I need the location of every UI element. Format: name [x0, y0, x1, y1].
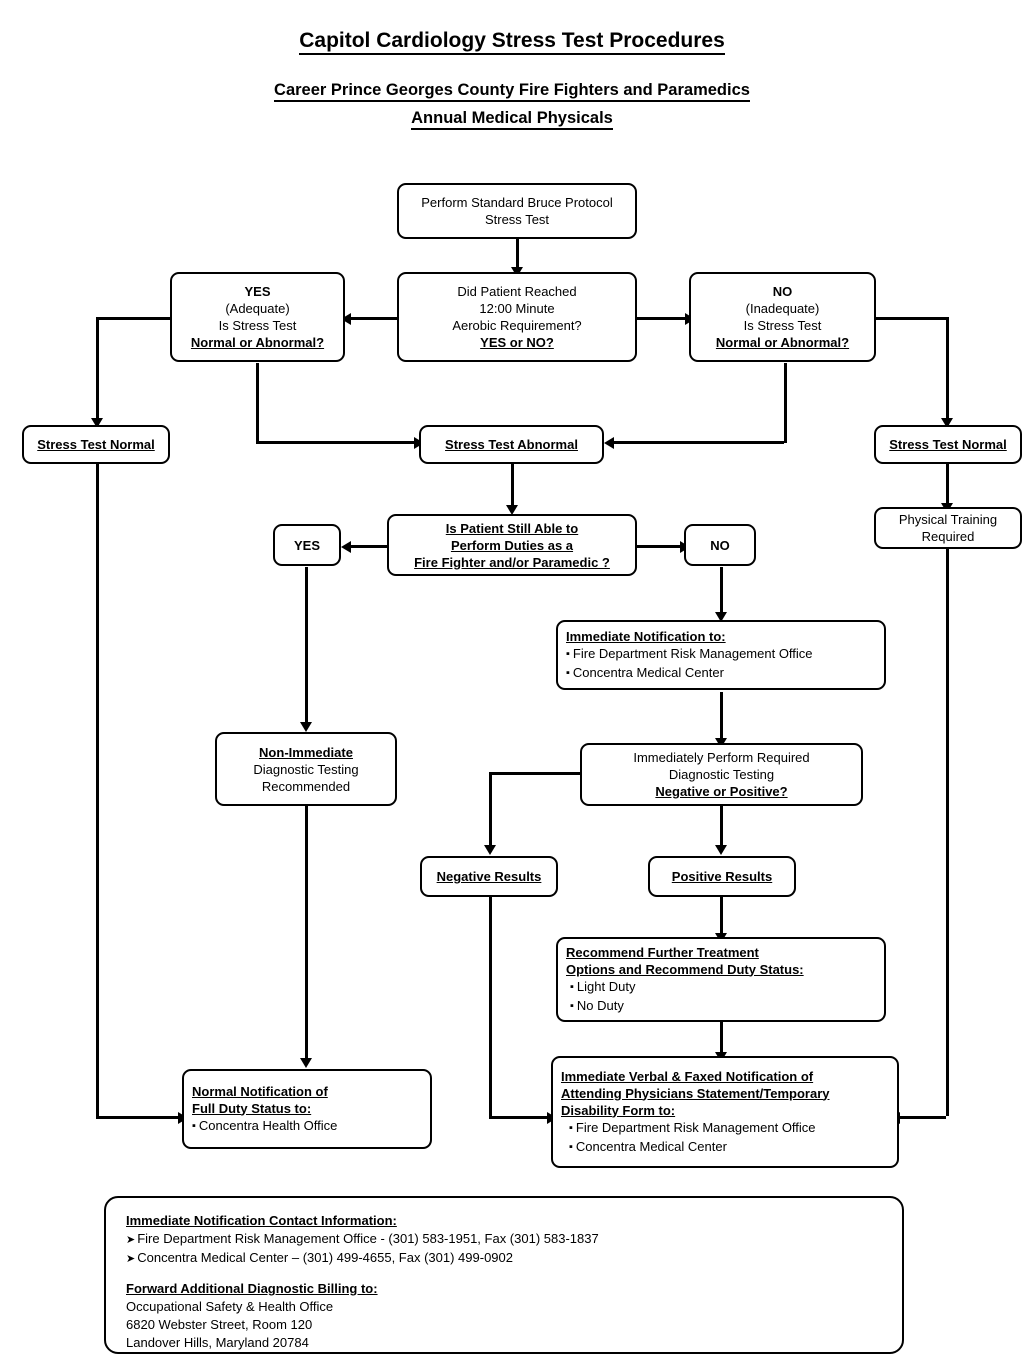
connector-recommend-to-verbal [720, 1022, 723, 1056]
connector-negative-to-verbal-vert [489, 897, 492, 1119]
node-verbal-line1: Immediate Verbal & Faxed Notification of [561, 1068, 814, 1084]
page-subtitle-2-text: Annual Medical Physicals [411, 109, 613, 130]
node-decision-line3 [452, 317, 581, 334]
connector-positive-to-recommend [720, 897, 723, 937]
connector-perform-to-positive [720, 806, 723, 850]
node-start[interactable] [397, 183, 637, 239]
connector-training-to-verbal-vert [946, 548, 949, 1116]
node-verbal-line3: Disability Form to: [561, 1102, 676, 1118]
node-yes-adequate[interactable] [170, 272, 345, 362]
connector-yes-to-non-immediate [305, 567, 308, 727]
node-recommend-item1: ▪ Light Duty [570, 978, 635, 997]
node-start-line2: Stress Test [484, 212, 550, 227]
contact-heading-notification: Immediate Notification Contact Information: [126, 1213, 397, 1228]
node-perform-testing-line2: Diagnostic Testing [668, 767, 775, 782]
connector-perform-to-negative-horiz [489, 772, 582, 775]
node-duties-yes-text: YES [293, 537, 320, 553]
node-non-immediate-line1: Non-Immediate [259, 744, 353, 760]
page-title-text: Capitol Cardiology Stress Test Procedures [299, 29, 725, 55]
connector-immediate-notification-to-perform [720, 692, 723, 742]
node-physical-training-line2: Required [921, 529, 975, 544]
arrowhead-down [300, 1058, 312, 1068]
connector-abnormal-to-duties [511, 464, 514, 508]
node-no-inadequate-line2: (Inadequate) [745, 301, 820, 316]
node-yes-adequate-line4: Normal or Abnormal? [190, 335, 325, 350]
node-immediate-verbal-notification[interactable] [551, 1056, 899, 1168]
connector-start-to-decision [516, 238, 519, 270]
node-verbal-line2: Attending Physicians Statement/Temporary [561, 1085, 830, 1101]
contact-information-panel [104, 1196, 904, 1354]
node-recommend-line2: Options and Recommend Duty Status: [566, 961, 804, 977]
node-stress-test-abnormal-text: Stress Test Abnormal [445, 437, 578, 452]
node-duties-line3: Fire Fighter and/or Paramedic ? [414, 554, 610, 570]
page-subtitle-2 [0, 109, 1024, 128]
arrowhead-down [715, 845, 727, 855]
page-subtitle-1 [0, 81, 1024, 100]
connector-normal-right-to-training [946, 464, 949, 506]
node-no-inadequate[interactable] [689, 272, 876, 362]
contact-line-concentra: ➤ Concentra Medical Center – (301) 499-4655, Fax (301) 499-0902 [126, 1249, 902, 1268]
connector-yes-to-abnormal-horiz [256, 441, 418, 444]
node-perform-testing[interactable] [580, 743, 863, 806]
arrowhead-left [604, 437, 614, 449]
node-no-inadequate-line1: NO [772, 284, 793, 299]
node-duties-no-text: NO [710, 537, 730, 553]
node-non-immediate-line2: Diagnostic Testing [253, 761, 359, 777]
connector-non-immediate-to-normal-notification [305, 806, 308, 1064]
connector-negative-to-verbal-horiz [489, 1116, 551, 1119]
node-positive-results[interactable] [648, 856, 796, 897]
node-stress-test-normal-right-text: Stress Test Normal [889, 437, 1007, 452]
node-physical-training-line1: Physical Training [898, 512, 998, 527]
page-title [0, 29, 1024, 53]
node-decision-line3-text: Aerobic Requirement? [452, 318, 582, 333]
node-normal-notification-line1: Normal Notification of [192, 1083, 328, 1099]
node-negative-results-text: Negative Results [436, 869, 542, 884]
node-stress-test-normal-right[interactable] [874, 425, 1022, 464]
connector-duties-to-yes [345, 545, 387, 548]
connector-normal-left-to-notification-vert [96, 464, 99, 1119]
billing-line-office: Occupational Safety & Health Office [126, 1299, 334, 1314]
node-yes-adequate-line1: YES [244, 284, 271, 299]
node-yes-adequate-line3: Is Stress Test [218, 318, 297, 333]
node-perform-testing-line3: Negative or Positive? [655, 784, 788, 799]
node-decision-aerobic[interactable] [397, 272, 637, 362]
node-duties-line1: Is Patient Still Able to [445, 520, 579, 536]
connector-decision-to-yes [345, 317, 398, 320]
node-immediate-notification[interactable] [556, 620, 886, 690]
node-recommend-treatment[interactable] [556, 937, 886, 1022]
arrowhead-down [484, 845, 496, 855]
node-no-inadequate-line3: Is Stress Test [743, 318, 822, 333]
connector-no-to-immediate-notification [720, 567, 723, 615]
node-immediate-notification-item2: ▪ Concentra Medical Center [566, 664, 724, 683]
node-start-line1: Perform Standard Bruce Protocol [421, 195, 613, 210]
connector-yes-to-normal-left-vert [96, 317, 99, 427]
node-normal-notification-line2: Full Duty Status to: [192, 1100, 312, 1116]
page-subtitle-1-text: Career Prince Georges County Fire Fighters and Paramedics [274, 81, 750, 102]
connector-no-to-normal-right-horiz [876, 317, 948, 320]
node-normal-notification[interactable] [182, 1069, 432, 1149]
node-yes-adequate-line2: (Adequate) [225, 301, 290, 316]
node-negative-results[interactable] [420, 856, 558, 897]
node-stress-test-abnormal[interactable] [419, 425, 604, 464]
node-stress-test-normal-left[interactable] [22, 425, 170, 464]
node-verbal-item1: ▪ Fire Department Risk Management Office [569, 1119, 816, 1138]
node-non-immediate-line3: Recommended [261, 778, 351, 794]
node-physical-training[interactable] [874, 507, 1022, 549]
arrowhead-down [300, 722, 312, 732]
contact-heading-billing: Forward Additional Diagnostic Billing to: [126, 1281, 378, 1296]
node-non-immediate[interactable] [215, 732, 397, 806]
node-normal-notification-item1: ▪ Concentra Health Office [192, 1117, 337, 1136]
node-immediate-notification-heading: Immediate Notification to: [566, 628, 726, 644]
node-decision-line4: YES or NO? [480, 335, 554, 350]
node-recommend-line1: Recommend Further Treatment [566, 944, 759, 960]
node-perform-testing-line1: Immediately Perform Required [633, 750, 810, 765]
connector-perform-to-negative-vert [489, 772, 492, 850]
node-duties-no[interactable] [684, 524, 756, 566]
node-duties-yes[interactable] [273, 524, 341, 566]
connector-yes-to-normal-left-horiz [96, 317, 174, 320]
billing-line-city: Landover Hills, Maryland 20784 [126, 1335, 309, 1350]
connector-normal-left-to-notification-horiz [96, 1116, 182, 1119]
contact-line-risk-management: ➤ Fire Department Risk Management Office - (301) 583-1951, Fax (301) 583-1837 [126, 1230, 902, 1249]
node-decision-line2: 12:00 Minute [479, 301, 555, 316]
connector-no-to-abnormal-vert [784, 363, 787, 443]
node-duties-question[interactable] [387, 514, 637, 576]
connector-no-to-normal-right-vert [946, 317, 949, 427]
connector-no-to-abnormal-horiz [608, 441, 784, 444]
connector-training-to-verbal-horiz [894, 1116, 946, 1119]
node-positive-results-text: Positive Results [671, 869, 773, 884]
billing-line-street: 6820 Webster Street, Room 120 [126, 1317, 313, 1332]
connector-decision-to-no [637, 317, 689, 320]
spacer [126, 1268, 902, 1280]
node-decision-line1: Did Patient Reached [457, 284, 577, 299]
arrowhead-left [341, 541, 351, 553]
node-immediate-notification-item1: ▪ Fire Department Risk Management Office [566, 645, 813, 664]
connector-yes-to-abnormal-vert [256, 363, 259, 443]
connector-duties-to-no [637, 545, 684, 548]
node-no-inadequate-line4: Normal or Abnormal? [715, 335, 850, 350]
node-duties-line2: Perform Duties as a [450, 537, 574, 553]
node-stress-test-normal-left-text: Stress Test Normal [37, 437, 155, 452]
node-recommend-item2: ▪ No Duty [570, 997, 624, 1016]
node-verbal-item2: ▪ Concentra Medical Center [569, 1138, 727, 1157]
